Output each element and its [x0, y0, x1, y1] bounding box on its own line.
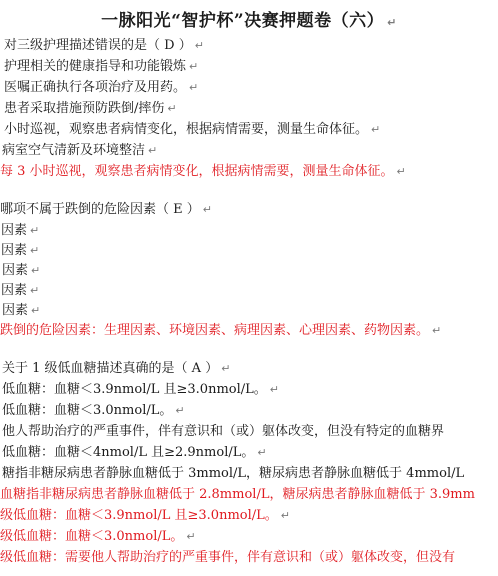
- question-2-answer-line: [0, 322, 441, 340]
- question-1-option-line: [4, 58, 198, 76]
- paragraph-mark-icon: ↵: [31, 264, 41, 277]
- question-2-option-line: [1, 242, 39, 260]
- paragraph-mark-icon: ↵: [432, 324, 442, 337]
- answer-explanation: 级低血糖：需要他人帮助治疗的严重事件，伴有意识和（或）躯体改变，但没有: [0, 550, 456, 565]
- question-1-option-line: [4, 121, 380, 139]
- question-2-stem-line: [0, 201, 212, 219]
- question-option: 因素: [1, 283, 28, 298]
- question-2-option-line: [2, 302, 40, 320]
- question-option: 小时巡视，观察患者病情变化，根据病情需要，测量生命体征。: [4, 122, 369, 137]
- question-1-stem-line: [4, 37, 204, 55]
- paragraph-mark-icon: ↵: [387, 16, 397, 29]
- question-1-option-line: [4, 100, 177, 118]
- paragraph-mark-icon: ↵: [371, 123, 381, 136]
- paragraph-mark-icon: ↵: [202, 203, 212, 216]
- paragraph-mark-icon: ↵: [167, 102, 177, 115]
- question-3-answer-line: [0, 507, 290, 525]
- question-option: 他人帮助治疗的严重事件，伴有意识和（或）躯体改变，但没有特定的血糖界: [2, 424, 445, 439]
- question-option: 因素: [2, 303, 29, 318]
- question-3-option-line: [2, 402, 185, 420]
- paragraph-mark-icon: ↵: [148, 144, 158, 157]
- question-option: 低血糖：血糖＜3.0nmol/L。: [2, 403, 173, 418]
- question-stem: 关于 1 级低血糖描述真确的是（ A ）: [2, 361, 219, 376]
- question-3-option-line: [2, 423, 444, 441]
- question-option: 低血糖：血糖＜4nmol/L 且≥2.9nmol/L。: [2, 445, 255, 460]
- paragraph-mark-icon: ↵: [189, 81, 199, 94]
- question-2-option-line: [1, 282, 39, 300]
- question-3-stem-line: [2, 360, 230, 378]
- question-stem: 对三级护理描述错误的是（ D ）: [4, 38, 192, 53]
- question-3-option-line: [2, 465, 464, 483]
- paragraph-mark-icon: ↵: [30, 224, 40, 237]
- question-3-option-line: [2, 444, 267, 462]
- answer-explanation: 每 3 小时巡视，观察患者病情变化，根据病情需要，测量生命体征。: [0, 164, 394, 179]
- question-option: 低血糖：血糖＜3.9nmol/L 且≥3.0nmol/L。: [2, 382, 267, 397]
- question-3-answer-line: [0, 486, 475, 504]
- paragraph-mark-icon: ↵: [221, 362, 231, 375]
- question-2-option-line: [1, 222, 39, 240]
- paragraph-mark-icon: ↵: [31, 304, 41, 317]
- paragraph-mark-icon: ↵: [280, 509, 290, 522]
- paragraph-mark-icon: ↵: [257, 446, 267, 459]
- question-1-option-line: [4, 79, 198, 97]
- paragraph-mark-icon: ↵: [30, 244, 40, 257]
- question-3-answer-line: [0, 549, 455, 567]
- question-1-answer-line: [0, 163, 406, 181]
- question-option: 护理相关的健康指导和功能锻炼: [4, 59, 187, 74]
- answer-explanation: 级低血糖：血糖＜3.0nmol/L。: [0, 529, 184, 544]
- paragraph-mark-icon: ↵: [175, 404, 185, 417]
- question-option: 医嘱正确执行各项治疗及用药。: [4, 80, 187, 95]
- question-2-option-line: [2, 262, 40, 280]
- paragraph-mark-icon: ↵: [186, 530, 196, 543]
- paragraph-mark-icon: ↵: [194, 39, 204, 52]
- question-1-option-line: [2, 142, 157, 160]
- paragraph-mark-icon: ↵: [30, 284, 40, 297]
- document-title-row: [0, 6, 498, 31]
- question-3-answer-line: [0, 528, 196, 546]
- question-option: 因素: [1, 243, 28, 258]
- question-3-option-line: [2, 381, 279, 399]
- question-option: 患者采取措施预防跌倒/摔伤: [4, 101, 165, 116]
- paragraph-mark-icon: ↵: [396, 165, 406, 178]
- document-title: 一脉阳光“智护杯”决赛押题卷（六）: [101, 11, 385, 31]
- question-option: 糖指非糖尿病患者静脉血糖低于 3mmol/L，糖尿病患者静脉血糖低于 4mmol/L: [2, 466, 465, 481]
- question-option: 病室空气清新及环境整洁: [2, 143, 146, 158]
- answer-explanation: 级低血糖：血糖＜3.9nmol/L 且≥3.0nmol/L。: [0, 508, 278, 523]
- answer-explanation: 跌倒的危险因素：生理因素、环境因素、病理因素、心理因素、药物因素。: [0, 323, 430, 338]
- answer-explanation: 血糖指非糖尿病患者静脉血糖低于 2.8mmol/L，糖尿病患者静脉血糖低于 3.9mm: [0, 487, 475, 502]
- question-stem: 哪项不属于跌倒的危险因素（ E ）: [0, 202, 200, 217]
- question-option: 因素: [2, 263, 29, 278]
- paragraph-mark-icon: ↵: [189, 60, 199, 73]
- paragraph-mark-icon: ↵: [269, 383, 279, 396]
- question-option: 因素: [1, 223, 28, 238]
